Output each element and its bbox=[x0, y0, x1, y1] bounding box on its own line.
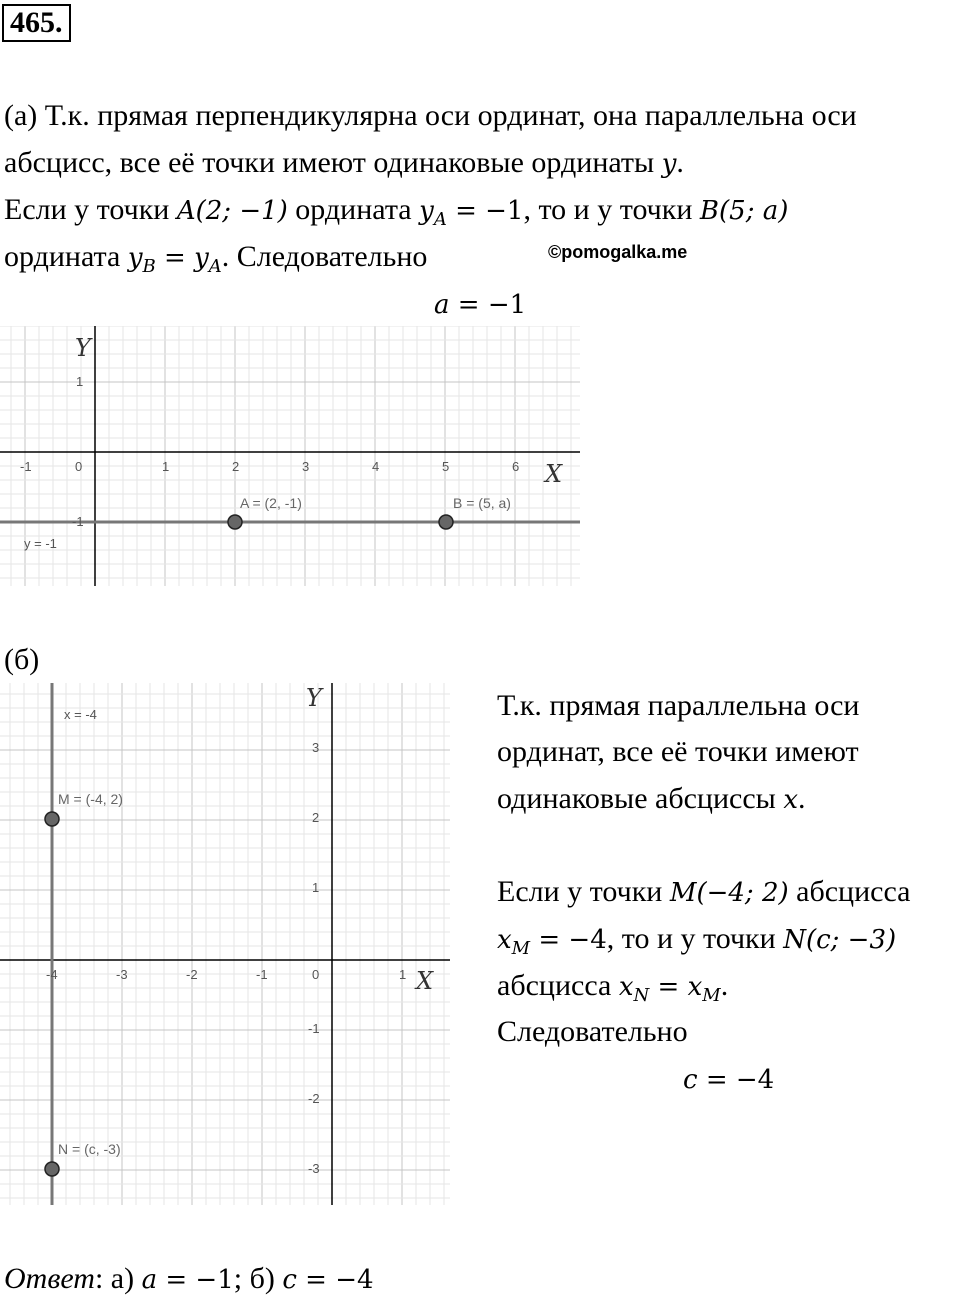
var-xn-sub: N bbox=[633, 985, 650, 1006]
part-b-label: (б) bbox=[4, 643, 40, 676]
ya-eq: = −1 bbox=[446, 196, 524, 226]
graph-a-xtick-4: 3 bbox=[302, 459, 310, 474]
part-b-result bbox=[683, 1055, 774, 1104]
graph-b-ytick-1: 2 bbox=[312, 810, 320, 825]
xm-eq: = −4 bbox=[530, 925, 607, 955]
graph-a-xtick-1: 0 bbox=[75, 459, 83, 474]
graph-b-x-label: X bbox=[416, 967, 434, 995]
graph-a-line-label: y = -1 bbox=[24, 536, 57, 551]
graph-b-ytick-5: -3 bbox=[308, 1161, 320, 1176]
xn-eq: = bbox=[649, 972, 688, 1002]
graph-a-x-label: X bbox=[545, 460, 563, 488]
part-a-line-4 bbox=[4, 233, 427, 290]
part-a-line-2-text: абсцисс, все её точки имеют одинаковые ординаты bbox=[4, 146, 662, 179]
graph-b-ytick-2: 1 bbox=[312, 880, 320, 895]
graph-a-point-b-label: B = (5, a) bbox=[453, 495, 511, 511]
line3-mid: ордината bbox=[287, 193, 420, 226]
part-b-p3: одинаковые абсциссы x. bbox=[497, 782, 806, 815]
yb-eq: = bbox=[155, 243, 195, 273]
graph-b-xtick-3: -1 bbox=[256, 967, 268, 982]
watermark: ©pomogalka.me bbox=[548, 242, 688, 262]
result-c-eq: = −4 bbox=[697, 1065, 775, 1095]
graph-b-ytick-4: -2 bbox=[308, 1091, 320, 1106]
var-xm-2-sub: M bbox=[702, 985, 721, 1006]
result-a-eq: = −1 bbox=[449, 290, 527, 320]
graph-b-grid bbox=[0, 683, 450, 1205]
graph-a-xtick-5: 4 bbox=[372, 459, 380, 474]
line4-post: . Следовательно bbox=[221, 240, 428, 273]
q1-pre: Если у точки bbox=[497, 875, 670, 908]
var-xm-2: x bbox=[687, 972, 703, 1002]
graph-b-xtick-5: 1 bbox=[399, 967, 407, 982]
graph-b-point-n-label: N = (c, -3) bbox=[58, 1141, 121, 1157]
result-a-var: a bbox=[434, 290, 450, 320]
q2-post: , то и у точки bbox=[606, 922, 784, 955]
graph-b-ytick-3: -1 bbox=[308, 1021, 320, 1036]
part-a-line-2: абсцисс, все её точки имеют одинаковые ординаты y. bbox=[4, 146, 684, 179]
var-xm-sub: M bbox=[511, 938, 531, 959]
graph-b-point-m-label: M = (-4, 2) bbox=[58, 791, 123, 807]
point-n-expr: N(c; −3) bbox=[783, 925, 897, 955]
graph-a-xtick-7: 6 bbox=[512, 459, 520, 474]
graph-b-line-label: x = -4 bbox=[64, 707, 97, 722]
graph-a-point-a-label: A = (2, -1) bbox=[240, 495, 302, 511]
answer-a-var: a bbox=[141, 1265, 158, 1295]
graph-a-ytick-0: 1 bbox=[76, 374, 84, 389]
var-ya: y bbox=[419, 196, 434, 226]
var-ya-2-sub: A bbox=[208, 256, 222, 277]
answer-c-eq: = −4 bbox=[296, 1265, 374, 1295]
graph-a-grid bbox=[0, 326, 580, 586]
part-b-q4: Следовательно bbox=[497, 1015, 688, 1048]
graph-b-xtick-0: -4 bbox=[46, 967, 58, 982]
part-a-line-1 bbox=[4, 92, 857, 139]
part-b-p2: ординат, все её точки имеют bbox=[497, 735, 859, 768]
graph-b-xtick-4: 0 bbox=[312, 967, 320, 982]
var-xm: x bbox=[497, 925, 512, 955]
answer-colon: : а) bbox=[94, 1262, 142, 1295]
point-b-expr: B(5; a) bbox=[699, 196, 789, 226]
graph-a-xtick-2: 1 bbox=[162, 459, 170, 474]
var-x: x bbox=[783, 785, 798, 815]
line3-pre: Если у точки bbox=[4, 193, 177, 226]
point-m-expr: M(−4; 2) bbox=[669, 878, 789, 908]
q3-pre: абсцисса bbox=[497, 969, 619, 1002]
var-xn: x bbox=[618, 972, 634, 1002]
graph-a-point-a bbox=[228, 515, 242, 529]
graph-b-xtick-2: -2 bbox=[186, 967, 198, 982]
part-b-p1: Т.к. прямая параллельна оси bbox=[497, 689, 860, 722]
graph-b-y-label: Y bbox=[306, 684, 322, 712]
graph-a-xtick-0: -1 bbox=[20, 459, 32, 474]
graph-b-xtick-1: -3 bbox=[116, 967, 128, 982]
graph-b bbox=[0, 683, 450, 1205]
answer-label: Ответ bbox=[4, 1262, 95, 1295]
var-yb: y bbox=[127, 243, 143, 273]
part-a-line-1-text: (а) Т.к. прямая перпендикулярна оси ординат, она параллельна оси bbox=[4, 99, 857, 132]
answer-sep: ; б) bbox=[233, 1262, 283, 1295]
point-a-expr: A(2; −1) bbox=[176, 196, 288, 226]
graph-a-y-label: Y bbox=[75, 334, 91, 362]
part-b-q3: абсцисса $x_N = x_M$. bbox=[497, 969, 729, 1006]
var-ya-sub: A bbox=[433, 209, 447, 230]
var-y: y bbox=[661, 149, 677, 179]
graph-b-point-m bbox=[45, 812, 59, 826]
line4-pre: ордината bbox=[4, 240, 128, 273]
graph-a-xtick-3: 2 bbox=[232, 459, 240, 474]
graph-a-ytick-1: -1 bbox=[72, 514, 84, 529]
var-ya-2: y bbox=[194, 243, 209, 273]
answer-c-var: c bbox=[282, 1265, 297, 1295]
var-yb-sub: B bbox=[142, 256, 156, 277]
graph-b-ytick-0: 3 bbox=[312, 740, 320, 755]
graph-b-point-n bbox=[45, 1162, 59, 1176]
part-b-q1 bbox=[497, 868, 910, 917]
answer-a-eq: = −1 bbox=[157, 1265, 234, 1295]
part-a-result bbox=[434, 280, 526, 329]
q1-post: абсцисса bbox=[788, 875, 911, 908]
graph-a-point-b bbox=[439, 515, 453, 529]
line3-post: , то и у точки bbox=[523, 193, 700, 226]
result-c-var: c bbox=[683, 1065, 698, 1095]
problem-number: 465. bbox=[2, 4, 71, 42]
graph-a-xtick-6: 5 bbox=[442, 459, 450, 474]
graph-a bbox=[0, 326, 580, 586]
part-b-p3-text: одинаковые абсциссы bbox=[497, 782, 784, 815]
